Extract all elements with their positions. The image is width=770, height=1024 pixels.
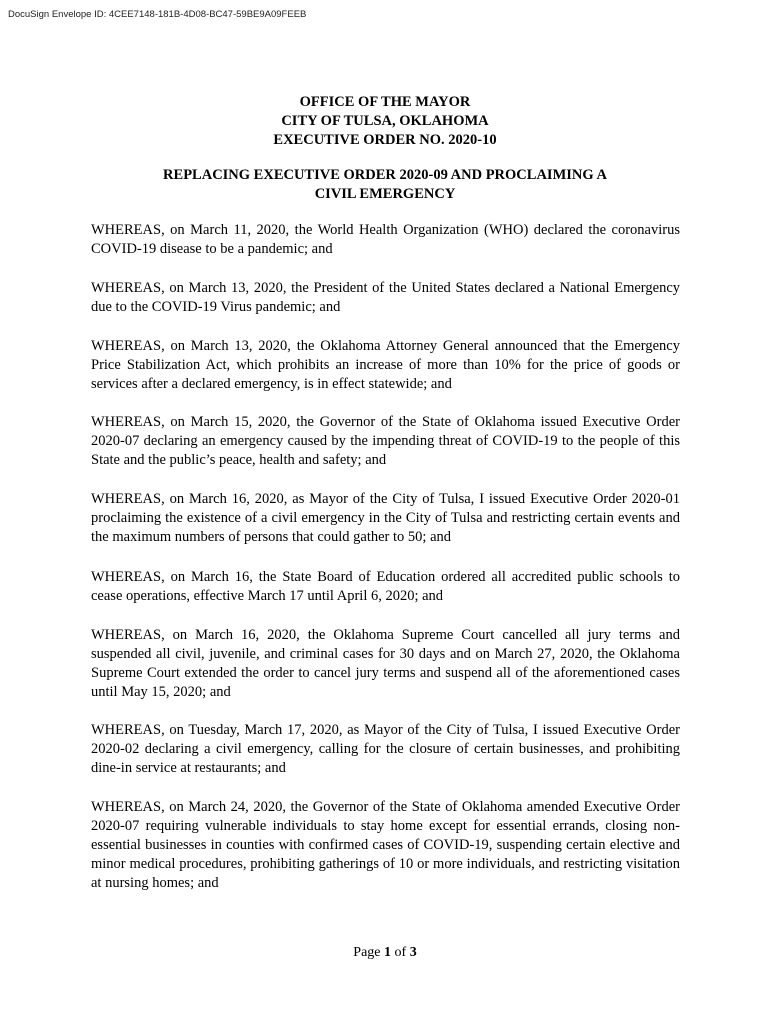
header-office: OFFICE OF THE MAYOR [299, 94, 471, 110]
whereas-paragraph-5: WHEREAS, on March 16, 2020, as Mayor of the City of Tulsa, I issued Executive Order 2020-01 proclaiming the existence of a civil emergency in the City of Tulsa and restricting certain events and the maximum numbers of persons that could gather to 50; and [91, 491, 680, 545]
whereas-paragraph-9: WHEREAS, on March 24, 2020, the Governor of the State of Oklahoma amended Executive Order 2020-07 requiring vulnerable individuals to stay home except for essential errands, closing non-essential businesses in counties with confirmed cases of COVID-19, suspending certain elective and minor medical procedures, prohibiting gatherings of 10 or more individuals, and restricting visitation at nursing homes; and [91, 799, 680, 891]
whereas-paragraph-3: WHEREAS, on March 13, 2020, the Oklahoma Attorney General announced that the Emergency Price Stabilization Act, which prohibits an increase of more than 10% for the price of goods or services after a declared emergency, is in effect statewide; and [91, 338, 680, 392]
page-total: 3 [409, 945, 417, 960]
docusign-envelope-id: DocuSign Envelope ID: 4CEE7148-181B-4D08-BC47-59BE9A09FEEB [8, 9, 307, 20]
of-word: of [394, 945, 407, 960]
whereas-paragraph-1: WHEREAS, on March 11, 2020, the World Health Organization (WHO) declared the coronavirus COVID-19 disease to be a pandemic; and [91, 222, 680, 257]
whereas-paragraph-7: WHEREAS, on March 16, 2020, the Oklahoma Supreme Court cancelled all jury terms and suspended all civil, juvenile, and criminal cases for 30 days and on March 27, 2020, the Oklahoma Supreme Court extended the order to cancel jury terms and suspend all of the aforementioned cases until May 15, 2020; and [91, 627, 680, 700]
subject-line-1: REPLACING EXECUTIVE ORDER 2020-09 AND PROCLAIMING A [163, 167, 607, 183]
whereas-paragraph-8: WHEREAS, on Tuesday, March 17, 2020, as Mayor of the City of Tulsa, I issued Executive Order 2020-02 declaring a civil emergency, calling for the closure of certain businesses, and prohibiting dine-in service at restaurants; and [91, 722, 680, 776]
whereas-paragraph-4: WHEREAS, on March 15, 2020, the Governor of the State of Oklahoma issued Executive Order 2020-07 declaring an emergency caused by the impending threat of COVID-19 to the people of this State and the public’s peace, health and safety; and [91, 414, 680, 468]
document-subject [0, 166, 770, 204]
whereas-paragraph-6: WHEREAS, on March 16, the State Board of Education ordered all accredited public schools to cease operations, effective March 17 until April 6, 2020; and [91, 569, 680, 604]
header-city: CITY OF TULSA, OKLAHOMA [281, 113, 489, 129]
document-header [0, 93, 770, 150]
subject-line-2: CIVIL EMERGENCY [314, 186, 456, 202]
page-word: Page [353, 945, 381, 960]
page-number: 1 [384, 945, 392, 960]
page-footer [0, 944, 770, 962]
header-order-number: EXECUTIVE ORDER NO. 2020-10 [273, 132, 497, 148]
whereas-paragraph-2: WHEREAS, on March 13, 2020, the President of the United States declared a National Emergency due to the COVID-19 Virus pandemic; and [91, 280, 680, 315]
